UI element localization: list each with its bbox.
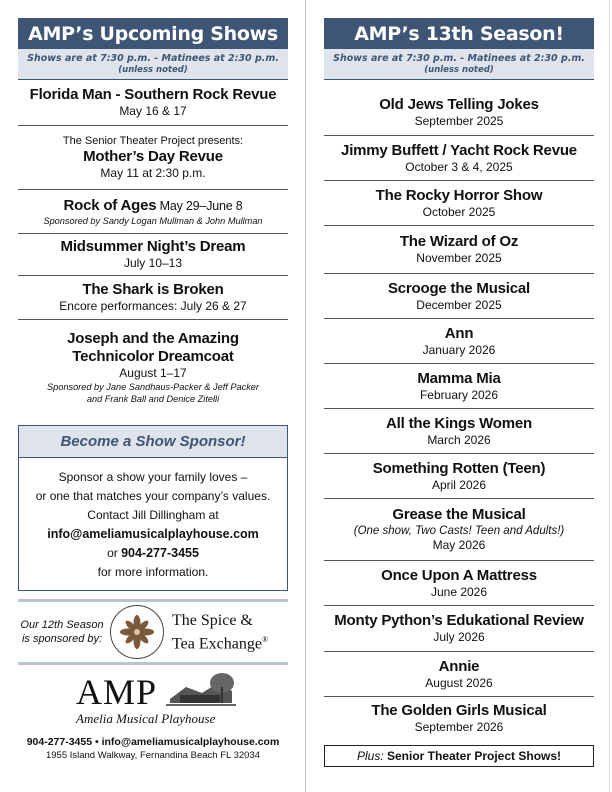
sponsor-phone-link[interactable]: 904-277-3455	[121, 546, 199, 560]
show-entry	[18, 80, 288, 126]
show-date: September 2025	[414, 114, 504, 128]
show-entry	[18, 320, 288, 415]
show-entry	[18, 190, 288, 234]
show-date: October 3 & 4, 2025	[405, 159, 513, 174]
contact-phone-email[interactable]: 904-277-3455 • info@ameliamusicalplayhouse.com	[26, 736, 280, 748]
showtimes-note: (unless noted)	[424, 65, 494, 75]
show-date: July 10–13	[123, 256, 183, 270]
show-title: Once Upon A Mattress	[381, 566, 537, 584]
playhouse-building-icon	[166, 669, 236, 713]
season-show-entry	[324, 136, 594, 181]
sponsor-text: for more information.	[97, 565, 209, 579]
show-entry	[18, 234, 288, 276]
show-date: August 1–17	[119, 366, 187, 380]
season-show-entry	[324, 226, 594, 274]
show-date: July 2026	[433, 630, 485, 644]
show-title: The Rocky Horror Show	[375, 186, 543, 204]
show-title: Scrooge the Musical	[387, 279, 531, 297]
season-show-entry	[324, 606, 594, 652]
brand-line2: Tea Exchange	[172, 635, 262, 653]
show-title: The Shark is Broken	[82, 281, 224, 298]
plus-prefix: Plus:	[356, 749, 387, 763]
show-title: Midsummer Night’s Dream	[60, 238, 246, 255]
season-header: AMP’s 13th Season!	[324, 18, 594, 49]
senior-theater-plus-box	[324, 745, 594, 767]
season-show-entry	[324, 561, 594, 606]
become-sponsor-box	[18, 425, 288, 591]
sponsor-text: Sponsor a show your family loves –	[58, 470, 248, 484]
season-show-entry	[324, 652, 594, 697]
show-title: Florida Man - Southern Rock Revue	[29, 86, 277, 103]
show-date: June 2026	[430, 584, 488, 599]
show-date: August 2026	[425, 675, 493, 690]
show-title: Something Rotten (Teen)	[372, 459, 546, 477]
season-show-entry	[324, 364, 594, 409]
show-date: May 2026	[432, 538, 486, 552]
sponsor-or: or	[107, 546, 122, 560]
show-date: January 2026	[422, 342, 496, 357]
season-show-entry	[324, 499, 594, 561]
registered-mark: ®	[261, 634, 269, 644]
show-date: September 2026	[414, 719, 504, 734]
show-note: (One show, Two Casts! Teen and Adults!)	[353, 525, 565, 537]
spice-tea-exchange-logo	[110, 605, 164, 659]
showtimes-text: Shows are at 7:30 p.m. - Matinees at 2:30 p.m.	[27, 53, 279, 64]
plus-text: Senior Theater Project Shows!	[386, 749, 562, 763]
season-show-entry	[324, 90, 594, 136]
season-sponsor-label	[18, 618, 106, 646]
sponsor-phone-line	[25, 544, 281, 563]
show-date: March 2026	[427, 432, 491, 447]
show-title: Mamma Mia	[417, 369, 501, 387]
amp-full-name: Amelia Musical Playhouse	[76, 711, 216, 726]
show-title-text: Rock of Ages	[63, 196, 157, 214]
become-sponsor-body	[19, 458, 287, 590]
show-title: The Wizard of Oz	[399, 233, 519, 250]
upcoming-shows-header: AMP’s Upcoming Shows	[18, 18, 288, 49]
show-date: October 2025	[422, 204, 496, 219]
show-title: All the Kings Women	[386, 414, 532, 432]
show-title: Jimmy Buffett / Yacht Rock Revue	[341, 141, 577, 159]
become-sponsor-heading: Become a Show Sponsor!	[19, 426, 287, 458]
show-title	[18, 197, 288, 215]
season-showtimes-banner	[324, 49, 594, 80]
show-date: May 11 at 2:30 p.m.	[100, 166, 206, 180]
brand-line	[172, 630, 268, 653]
season-show-entry	[324, 454, 594, 499]
brand-line: The Spice &	[172, 611, 253, 629]
show-entry	[18, 276, 288, 320]
show-title: Ann	[444, 324, 474, 342]
season-show-entry	[324, 181, 594, 226]
amp-wordmark: AMP	[76, 672, 158, 712]
page-edge-line	[609, 0, 610, 792]
star-anise-icon	[111, 606, 163, 658]
sponsor-text: or one that matches your company’s values.	[35, 489, 271, 503]
show-sponsor: Sponsored by Sandy Logan Mullman & John Mullman	[43, 215, 263, 226]
show-date: February 2026	[419, 387, 499, 402]
show-title: The Golden Girls Musical	[371, 701, 547, 719]
show-date: December 2025	[416, 297, 502, 312]
sponsor-email-link[interactable]: info@ameliamusicalplayhouse.com	[47, 527, 259, 541]
show-title: Joseph and the Amazing	[67, 330, 239, 347]
show-title: Old Jews Telling Jokes	[379, 96, 539, 113]
show-entry	[18, 126, 288, 190]
spice-tea-exchange-name	[172, 611, 268, 653]
upcoming-shows-column	[18, 0, 288, 762]
contact-address: 1955 Island Walkway, Fernandina Beach FL 32034	[45, 750, 261, 761]
season-show-entry	[324, 697, 594, 739]
season-show-entry	[324, 274, 594, 319]
show-title: Grease the Musical	[392, 506, 526, 523]
season-sponsor	[18, 602, 288, 662]
show-date: May 29–June 8	[156, 198, 243, 213]
show-date: Encore performances: July 26 & 27	[59, 299, 247, 313]
show-title: Mother’s Day Revue	[83, 148, 223, 165]
show-title: Monty Python’s Edukational Review	[334, 612, 584, 629]
show-title-line2: Technicolor Dreamcoat	[72, 348, 234, 365]
sponsor-text: Contact Jill Dillingham at	[87, 508, 219, 522]
show-title: Annie	[438, 657, 480, 675]
showtimes-text: Shows are at 7:30 p.m. - Matinees at 2:30 p.m.	[333, 53, 585, 64]
season-show-entry	[324, 319, 594, 364]
show-sponsor-line2: and Frank Ball and Denice Zitelli	[86, 394, 220, 404]
season-sponsor-label-line: Our 12th Season	[20, 619, 104, 631]
amp-logo	[18, 665, 288, 735]
show-sponsor: Sponsored by Jane Sandhaus-Packer & Jeff Packer	[47, 382, 259, 392]
showtimes-note: (unless noted)	[118, 65, 188, 75]
show-date: April 2026	[431, 477, 487, 492]
season-show-entry	[324, 409, 594, 454]
show-date: May 16 & 17	[119, 104, 187, 118]
season-13-column	[324, 0, 594, 767]
page-divider	[305, 0, 306, 792]
season-sponsor-label-line: is sponsored by:	[21, 633, 103, 645]
show-date: November 2025	[416, 251, 502, 265]
upcoming-showtimes-banner	[18, 49, 288, 80]
contact-info	[18, 735, 288, 762]
show-presenter: The Senior Theater Project presents:	[62, 135, 244, 147]
